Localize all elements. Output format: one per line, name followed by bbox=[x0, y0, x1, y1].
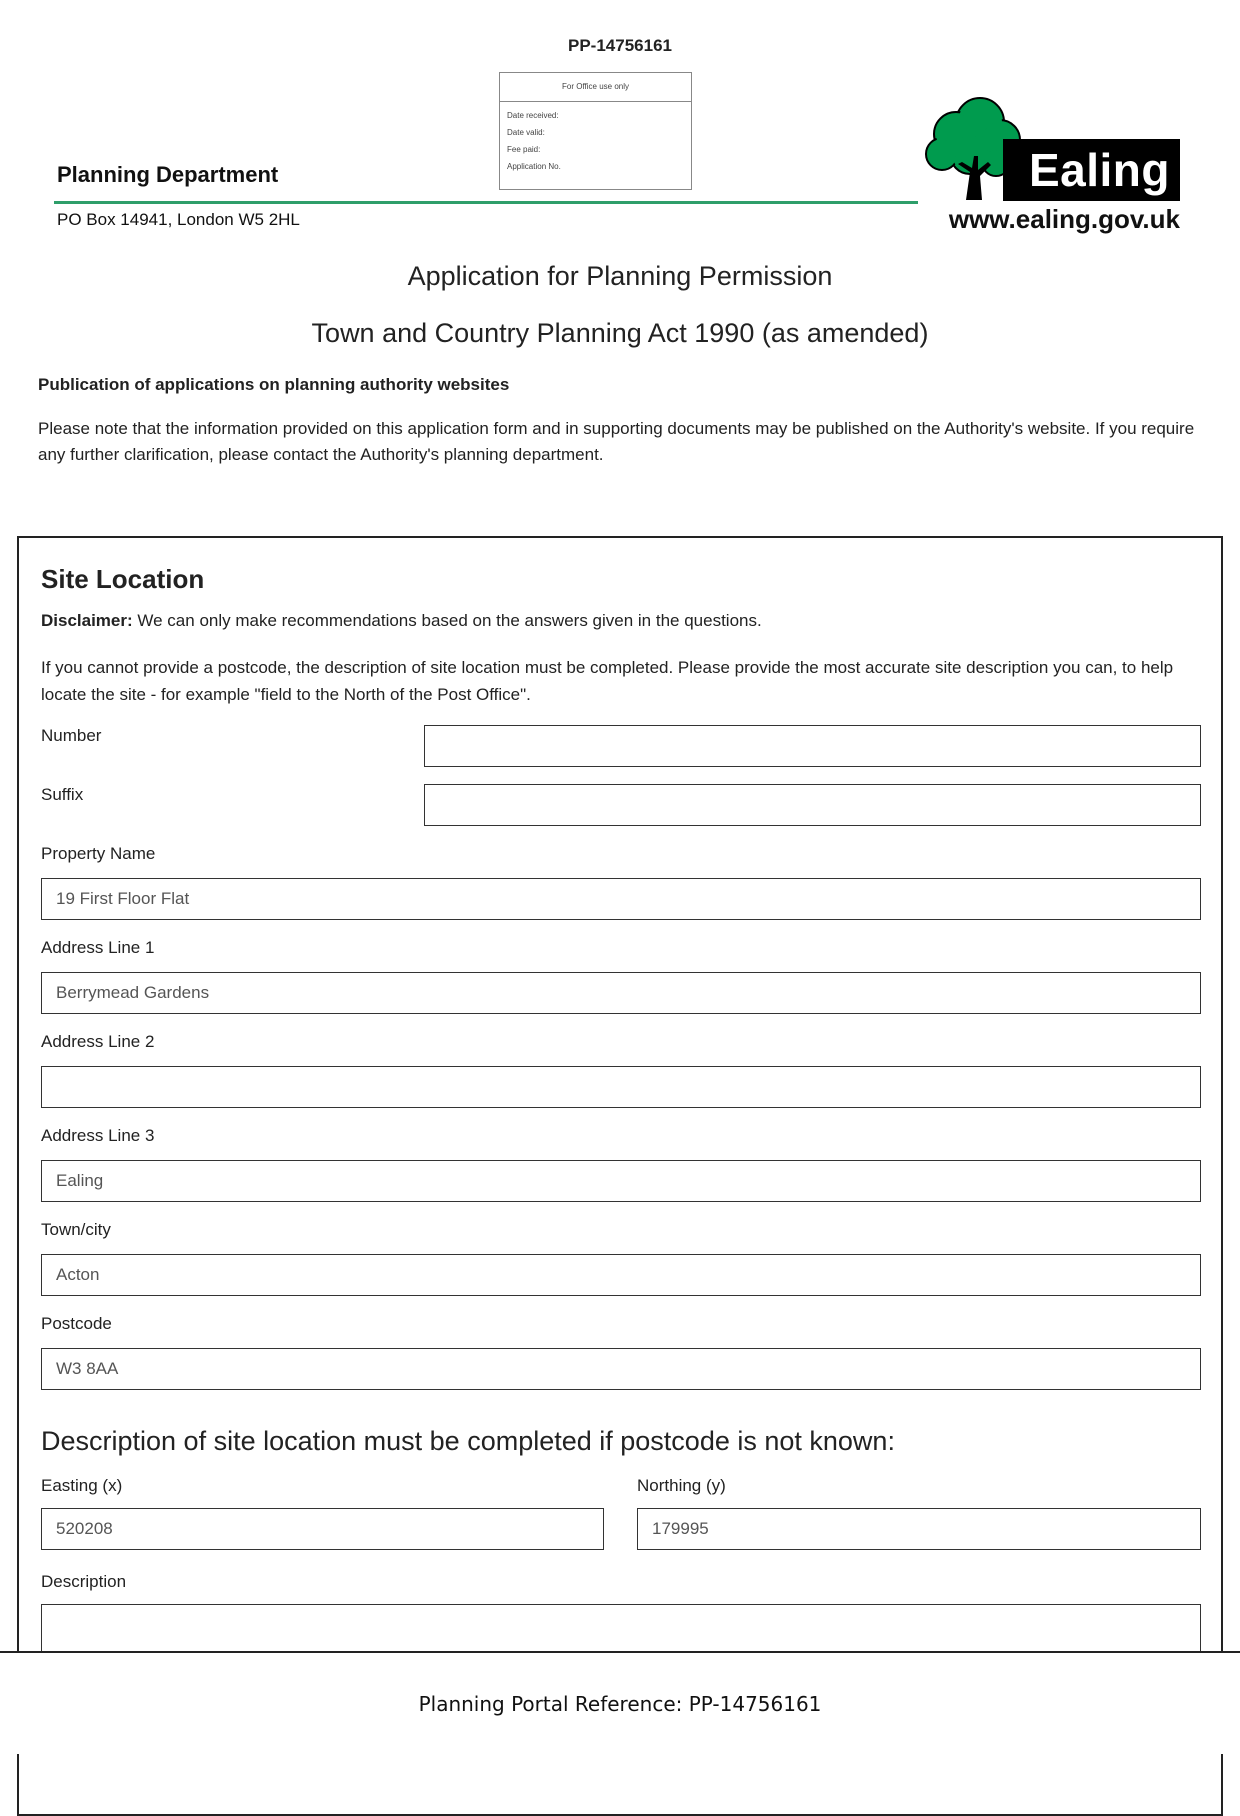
office-fee-paid: Fee paid: bbox=[507, 145, 541, 154]
northing-field[interactable]: 179995 bbox=[637, 1508, 1201, 1550]
postcode-label: Postcode bbox=[41, 1314, 112, 1333]
address-line-3-label: Address Line 3 bbox=[41, 1126, 155, 1145]
publication-heading: Publication of applications on planning authority websites bbox=[38, 375, 510, 394]
description-heading: Description of site location must be completed if postcode is not known: bbox=[41, 1426, 895, 1456]
address-line-1-label: Address Line 1 bbox=[41, 938, 155, 957]
page-title: Application for Planning Permission bbox=[407, 261, 833, 291]
disclaimer-text: We can only make recommendations based on the answers given in the questions. bbox=[132, 611, 762, 630]
disclaimer bbox=[41, 611, 762, 631]
number-label: Number bbox=[41, 726, 102, 745]
site-location-section bbox=[17, 536, 1223, 1816]
town-city-field[interactable]: Acton bbox=[41, 1254, 1201, 1296]
northing-label: Northing (y) bbox=[637, 1476, 726, 1495]
easting-label: Easting (x) bbox=[41, 1476, 123, 1495]
department-name: Planning Department bbox=[57, 162, 279, 187]
office-use-box bbox=[499, 72, 692, 190]
suffix-label: Suffix bbox=[41, 785, 84, 804]
office-date-received: Date received: bbox=[507, 111, 559, 120]
site-info-text: If you cannot provide a postcode, the description of site location must be completed. Please provide the most accurate site description you can, to help locate the site - for example "field to the North of the Post Office". bbox=[41, 658, 1174, 704]
postcode-field[interactable]: W3 8AA bbox=[41, 1348, 1201, 1390]
address-line-1-field[interactable]: Berrymead Gardens bbox=[41, 972, 1201, 1014]
property-name-label: Property Name bbox=[41, 844, 156, 863]
description-label: Description bbox=[41, 1572, 127, 1591]
page-subtitle: Town and Country Planning Act 1990 (as amended) bbox=[311, 318, 929, 348]
address-line-2-field[interactable] bbox=[41, 1066, 1201, 1108]
address-line-2-label: Address Line 2 bbox=[41, 1032, 155, 1051]
suffix-field[interactable] bbox=[424, 784, 1201, 826]
logo-brand: Ealing bbox=[1003, 139, 1180, 201]
publication-text: Please note that the information provided on this application form and in supporting documents may be published on the Authority's website. If you require any further clarification, please contact the Authority's planning department. bbox=[38, 419, 1195, 464]
office-application-no: Application No. bbox=[507, 162, 561, 171]
number-field[interactable] bbox=[424, 725, 1201, 767]
property-name-field[interactable]: 19 First Floor Flat bbox=[41, 878, 1201, 920]
footer-reference: Planning Portal Reference: PP-14756161 bbox=[418, 1692, 822, 1716]
section-title: Site Location bbox=[41, 564, 205, 594]
address-line-3-field[interactable]: Ealing bbox=[41, 1160, 1201, 1202]
ealing-logo bbox=[918, 92, 1180, 238]
easting-field[interactable]: 520208 bbox=[41, 1508, 604, 1550]
disclaimer-label: Disclaimer: bbox=[41, 611, 133, 630]
town-city-label: Town/city bbox=[41, 1220, 111, 1239]
department-address: PO Box 14941, London W5 2HL bbox=[57, 210, 300, 229]
reference-number: PP-14756161 bbox=[568, 36, 672, 55]
header-divider bbox=[54, 201, 918, 204]
office-date-valid: Date valid: bbox=[507, 128, 545, 137]
office-use-title: For Office use only bbox=[500, 73, 691, 102]
logo-url[interactable]: www.ealing.gov.uk bbox=[948, 204, 1180, 234]
